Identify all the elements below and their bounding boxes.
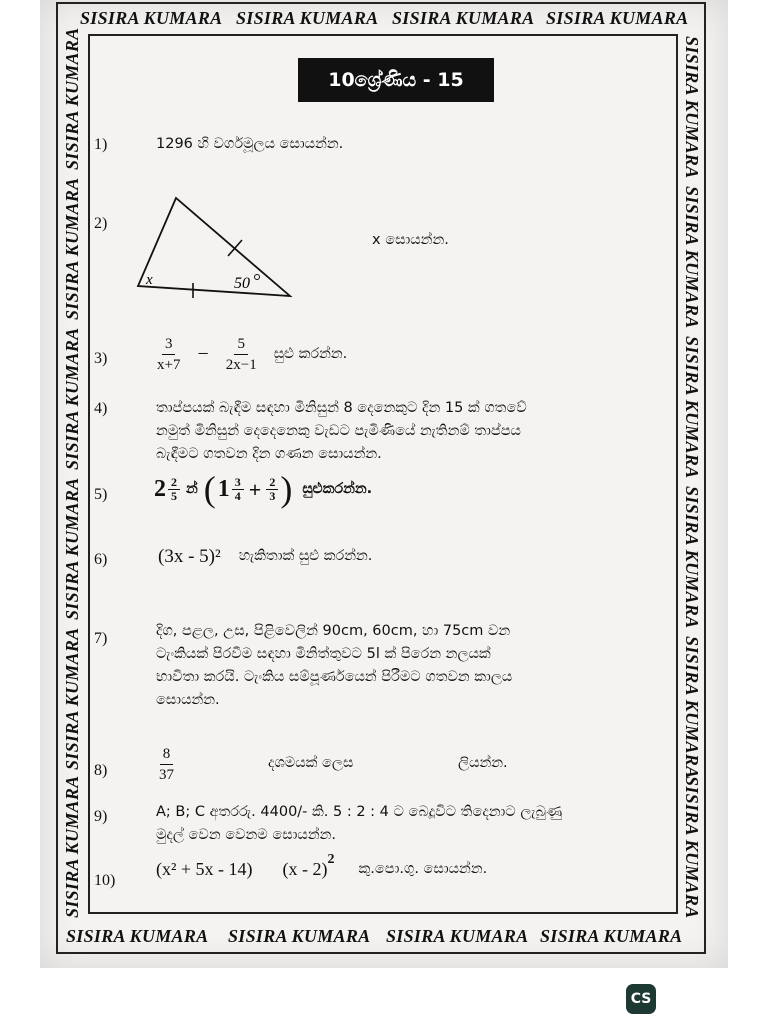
question-text: ලියන්න. bbox=[458, 755, 508, 771]
watermark-text: SISIRA KUMARA bbox=[62, 775, 82, 918]
open-paren: ( bbox=[203, 469, 216, 509]
text-line: දිග, පළල, උස, පිළිවෙලින් 90cm, 60cm, හා 75cm වන bbox=[156, 623, 511, 639]
text-line: භාවිතා කරයි. ටැංකිය සම්පූර්ණයෙන් පිරීමට ගතවන කාලය bbox=[156, 669, 513, 685]
watermark-text: SISIRA KUMARA bbox=[682, 336, 702, 479]
mixed-fraction-expression bbox=[154, 469, 373, 509]
math-expression: (x² + 5x - 14) bbox=[156, 859, 253, 879]
question-text: x සොයන්න. bbox=[372, 232, 449, 248]
question-text: දශමයක් ලෙස bbox=[268, 755, 354, 771]
triangle-diagram bbox=[130, 190, 300, 302]
watermark-text: SISIRA KUMARA bbox=[546, 8, 689, 28]
page-title: 10ශ්‍රේණිය - 15 bbox=[298, 58, 494, 102]
text-line: මුදල් වෙන වෙනම සොයන්න. bbox=[156, 827, 336, 843]
watermark-text: SISIRA KUMARA bbox=[540, 926, 683, 946]
watermark-text: SISIRA KUMARA bbox=[66, 926, 209, 946]
whole-number: 1 bbox=[217, 476, 230, 502]
question-text: හැකිතාක් සුළු කරන්න. bbox=[238, 548, 373, 564]
watermark-text: SISIRA KUMARA bbox=[682, 486, 702, 629]
fraction: $\frac{3}{x+7}$ bbox=[157, 336, 181, 373]
watermark-text: SISIRA KUMARA bbox=[682, 36, 702, 179]
fraction: $\frac{5}{2x-1}$ bbox=[225, 336, 257, 373]
text-line: සොයන්න. bbox=[156, 692, 220, 708]
whole-number: 2 bbox=[154, 476, 166, 502]
text-line: බැඳීමට ගතවන දින ගණන සොයන්න. bbox=[156, 446, 382, 462]
question-text-block bbox=[156, 801, 670, 847]
close-paren: ) bbox=[280, 469, 293, 509]
question-row bbox=[156, 852, 488, 881]
question-number: 8) bbox=[94, 762, 108, 779]
question-number: 7) bbox=[94, 630, 108, 647]
watermark-text: SISIRA KUMARA bbox=[62, 477, 82, 620]
question-number: 4) bbox=[94, 400, 108, 417]
angle-value-label: 50 bbox=[234, 275, 250, 292]
of-text: න් bbox=[186, 481, 198, 497]
minus-operator: − bbox=[197, 343, 209, 365]
exponent: 2 bbox=[327, 852, 335, 867]
question-number: 3) bbox=[94, 350, 108, 367]
camscanner-logo-icon: CS bbox=[626, 984, 656, 1014]
watermark-text: SISIRA KUMARA bbox=[682, 776, 702, 919]
text-line: ටැංකියක් පිරවීම සඳහා මිනිත්තුවට 5l ක් පිරෙන නලයක් bbox=[156, 646, 491, 662]
fraction: $\frac{8}{37}$ bbox=[159, 746, 174, 783]
question-number: 10) bbox=[94, 872, 116, 889]
math-expression: (x - 2) bbox=[282, 859, 328, 879]
question-number: 5) bbox=[94, 486, 108, 503]
fraction: $\frac{2}{5}$ bbox=[168, 476, 180, 503]
text-line: A; B; C අතරරු. 4400/- කි. 5 : 2 : 4 ට බෙදූවිට තිදෙනාට ලැබුණු bbox=[156, 804, 563, 820]
question-row bbox=[158, 545, 372, 568]
question-number: 1) bbox=[94, 136, 108, 153]
watermark-text: SISIRA KUMARA bbox=[62, 177, 82, 320]
text-line: තාප්පයක් බැඳීම සඳහා මිනිසුන් 8 දෙනෙකුට දින 15 ක් ගතවේ bbox=[156, 400, 527, 416]
watermark-text: SISIRA KUMARA bbox=[682, 636, 702, 779]
watermark-text: SISIRA KUMARA bbox=[62, 27, 82, 170]
question-text: සුළු කරන්න. bbox=[273, 346, 348, 362]
degree-symbol bbox=[255, 275, 260, 280]
watermark-text: SISIRA KUMARA bbox=[392, 8, 535, 28]
watermark-text: SISIRA KUMARA bbox=[80, 8, 223, 28]
watermark-text: SISIRA KUMARA bbox=[62, 627, 82, 770]
question-text: 1296 හි වර්ගමූලය සොයන්න. bbox=[156, 136, 344, 152]
question-number: 6) bbox=[94, 551, 108, 568]
text-line: නමුත් මිනිසුන් දෙදෙනෙකු වැඩට පැමිණියේ නැතිනම් තාප්පය bbox=[156, 423, 521, 439]
watermark-text: SISIRA KUMARA bbox=[228, 926, 371, 946]
fraction-expression bbox=[154, 334, 347, 375]
watermark-text: SISIRA KUMARA bbox=[682, 186, 702, 329]
question-number: 2) bbox=[94, 215, 108, 232]
question-text: කු.පො.ගු. සොයන්න. bbox=[358, 861, 488, 877]
plus-operator: + bbox=[248, 477, 262, 502]
watermark-text: SISIRA KUMARA bbox=[386, 926, 529, 946]
angle-var-label: x bbox=[146, 272, 153, 288]
question-text-block bbox=[156, 620, 666, 712]
question-number: 9) bbox=[94, 808, 108, 825]
fraction: $\frac{3}{4}$ bbox=[232, 476, 244, 503]
question-text-block bbox=[156, 397, 666, 466]
watermark-text: SISIRA KUMARA bbox=[236, 8, 379, 28]
question-row bbox=[156, 744, 177, 785]
question-text: සුළුකරන්න. bbox=[302, 481, 373, 497]
math-expression: (3x - 5)² bbox=[158, 546, 221, 567]
watermark-text: SISIRA KUMARA bbox=[62, 327, 82, 470]
fraction: $\frac{2}{3}$ bbox=[266, 476, 278, 503]
